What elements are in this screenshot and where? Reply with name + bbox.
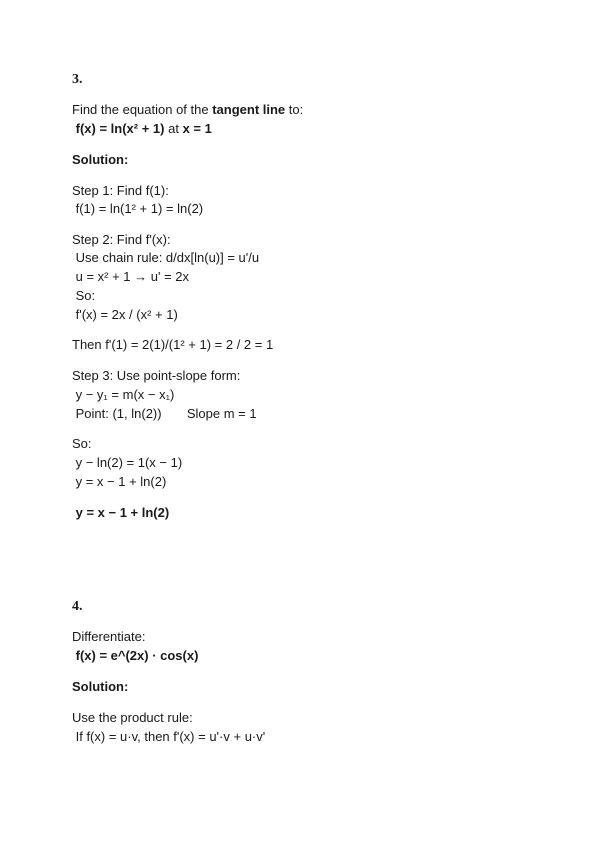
step-2-line: Use chain rule: d/dx[ln(u)] = u'/u [72,250,260,265]
step-3-line: y − y₁ = m(x − x₁) [72,387,175,402]
step-1-line: f(1) = ln(1² + 1) = ln(2) [72,201,204,216]
problem-3-prompt [72,102,303,118]
problem-4-solution-label: Solution: [72,679,129,694]
step-3-heading: Step 3: Use point-slope form: [72,368,241,383]
problem-4-prompt: Differentiate: [72,629,146,644]
prompt-text-end: to: [285,102,304,117]
then-line: Then f'(1) = 2(1)/(1² + 1) = 2 / 2 = 1 [72,337,274,352]
problem-3-solution-label: Solution: [72,152,129,167]
problem-4-function: f(x) = e^(2x) · cos(x) [72,648,199,663]
step-2-line: u = x² + 1 → u' = 2x [72,269,190,284]
function-connector: at [164,121,183,136]
problem-3-function [72,121,212,137]
problem-4-line: Use the product rule: [72,710,193,725]
problem-3-number: 3. [72,72,83,87]
final-answer: y = x − 1 + ln(2) [72,505,170,520]
so-label: So: [72,436,92,451]
prompt-emphasis: tangent line [212,102,286,117]
prompt-text: Find the equation of the [72,102,213,117]
function-expression: f(x) = ln(x² + 1) [75,121,165,136]
function-point: x = 1 [182,121,212,136]
step-2-line: So: [72,288,96,303]
so-line: y = x − 1 + ln(2) [72,474,167,489]
so-line: y − ln(2) = 1(x − 1) [72,455,183,470]
step-2-line: f'(x) = 2x / (x² + 1) [72,307,178,322]
problem-4-number: 4. [72,599,83,614]
problem-4-line: If f(x) = u·v, then f'(x) = u'·v + u·v' [72,729,266,744]
step-3-line: Point: (1, ln(2)) Slope m = 1 [72,406,257,421]
step-2-heading: Step 2: Find f'(x): [72,232,171,247]
step-1-heading: Step 1: Find f(1): [72,183,169,198]
